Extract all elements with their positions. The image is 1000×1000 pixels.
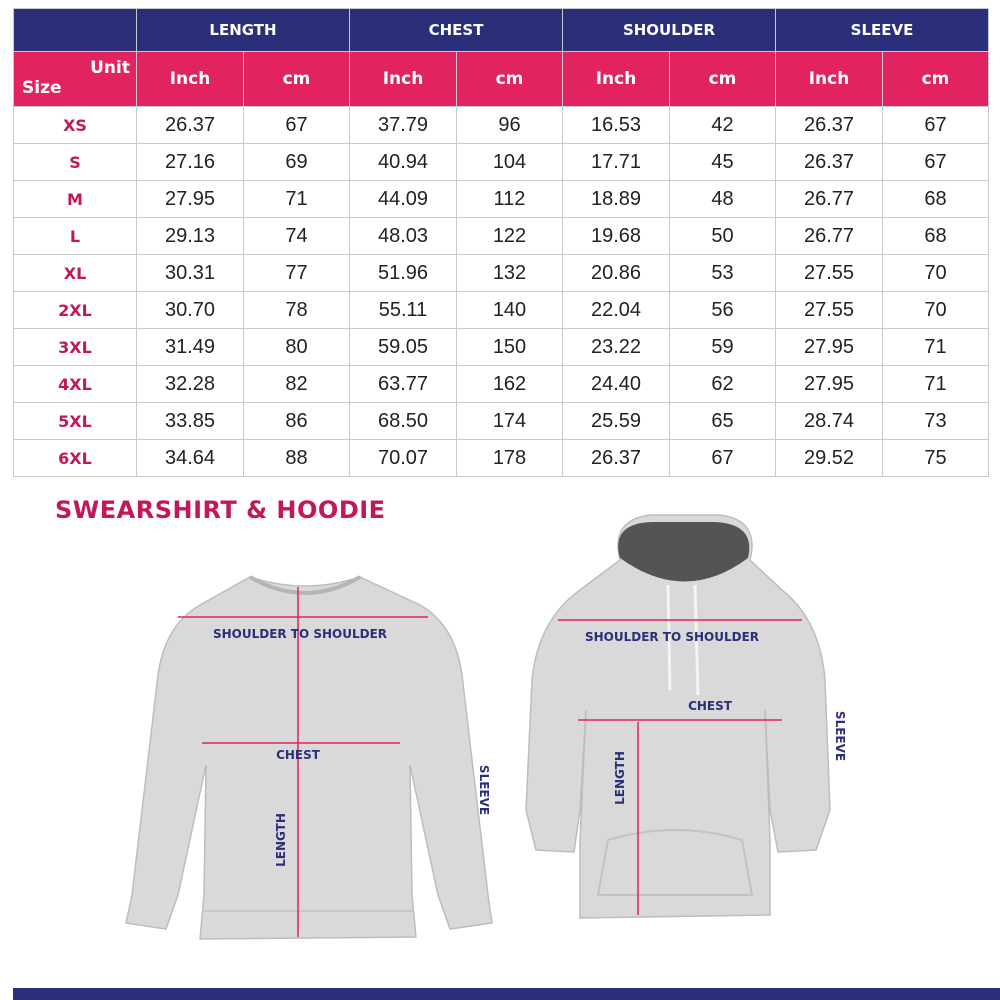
size-label: XS xyxy=(14,107,137,144)
group-header-sleeve: SLEEVE xyxy=(776,9,989,52)
measurement-cell: 32.28 xyxy=(137,366,244,403)
size-unit-corner xyxy=(14,52,137,107)
measurement-cell: 26.77 xyxy=(776,181,883,218)
measurement-cell: 78 xyxy=(244,292,350,329)
measurement-cell: 174 xyxy=(457,403,563,440)
measurement-cell: 51.96 xyxy=(350,255,457,292)
measurement-cell: 71 xyxy=(244,181,350,218)
unit-header: Inch xyxy=(776,52,883,107)
measurement-cell: 67 xyxy=(883,107,989,144)
measurement-cell: 40.94 xyxy=(350,144,457,181)
measurement-cell: 59.05 xyxy=(350,329,457,366)
unit-header: cm xyxy=(670,52,776,107)
unit-header: Inch xyxy=(137,52,244,107)
size-row xyxy=(14,366,989,403)
unit-row xyxy=(14,52,989,107)
measurement-cell: 104 xyxy=(457,144,563,181)
measurement-cell: 48.03 xyxy=(350,218,457,255)
measurement-cell: 19.68 xyxy=(563,218,670,255)
measurement-cell: 29.52 xyxy=(776,440,883,477)
measurement-cell: 162 xyxy=(457,366,563,403)
sweatshirt-illustration xyxy=(120,565,510,950)
size-row xyxy=(14,292,989,329)
measurement-group-row xyxy=(14,9,989,52)
measurement-cell: 17.71 xyxy=(563,144,670,181)
measurement-cell: 26.37 xyxy=(137,107,244,144)
section-title: SWEARSHIRT & HOODIE xyxy=(55,496,386,524)
measurement-cell: 65 xyxy=(670,403,776,440)
measurement-cell: 22.04 xyxy=(563,292,670,329)
measurement-cell: 71 xyxy=(883,329,989,366)
hoodie-shoulder-label: SHOULDER TO SHOULDER xyxy=(584,630,760,644)
size-row xyxy=(14,144,989,181)
measurement-cell: 45 xyxy=(670,144,776,181)
hoodie-chest-label: CHEST xyxy=(688,699,732,713)
measurement-cell: 30.31 xyxy=(137,255,244,292)
footer-header-bar xyxy=(13,988,1000,1000)
sweatshirt-length-label: LENGTH xyxy=(274,813,288,867)
unit-header: Inch xyxy=(350,52,457,107)
measurement-cell: 42 xyxy=(670,107,776,144)
measurement-cell: 70 xyxy=(883,292,989,329)
measurement-cell: 53 xyxy=(670,255,776,292)
unit-header: cm xyxy=(244,52,350,107)
measurement-cell: 68 xyxy=(883,218,989,255)
sweatshirt-chest-label: CHEST xyxy=(276,748,320,762)
measurement-cell: 88 xyxy=(244,440,350,477)
measurement-cell: 30.70 xyxy=(137,292,244,329)
measurement-cell: 33.85 xyxy=(137,403,244,440)
size-label: 5XL xyxy=(14,403,137,440)
measurement-cell: 34.64 xyxy=(137,440,244,477)
size-row xyxy=(14,440,989,477)
size-label: 6XL xyxy=(14,440,137,477)
measurement-cell: 31.49 xyxy=(137,329,244,366)
measurement-cell: 26.77 xyxy=(776,218,883,255)
measurement-cell: 27.55 xyxy=(776,255,883,292)
measurement-cell: 67 xyxy=(670,440,776,477)
measurement-cell: 122 xyxy=(457,218,563,255)
measurement-cell: 140 xyxy=(457,292,563,329)
size-label: 3XL xyxy=(14,329,137,366)
measurement-cell: 16.53 xyxy=(563,107,670,144)
hoodie-illustration xyxy=(520,510,850,955)
measurement-cell: 80 xyxy=(244,329,350,366)
measurement-cell: 26.37 xyxy=(563,440,670,477)
measurement-cell: 27.95 xyxy=(137,181,244,218)
measurement-cell: 112 xyxy=(457,181,563,218)
measurement-cell: 27.55 xyxy=(776,292,883,329)
measurement-cell: 69 xyxy=(244,144,350,181)
measurement-cell: 68.50 xyxy=(350,403,457,440)
measurement-cell: 29.13 xyxy=(137,218,244,255)
measurement-cell: 77 xyxy=(244,255,350,292)
measurement-cell: 82 xyxy=(244,366,350,403)
measurement-cell: 26.37 xyxy=(776,107,883,144)
measurement-cell: 24.40 xyxy=(563,366,670,403)
corner-blank xyxy=(14,9,137,52)
measurement-cell: 96 xyxy=(457,107,563,144)
size-label: 4XL xyxy=(14,366,137,403)
measurement-cell: 25.59 xyxy=(563,403,670,440)
measurement-cell: 67 xyxy=(244,107,350,144)
measurement-cell: 23.22 xyxy=(563,329,670,366)
group-header-shoulder: SHOULDER xyxy=(563,9,776,52)
measurement-cell: 44.09 xyxy=(350,181,457,218)
size-row xyxy=(14,403,989,440)
size-row xyxy=(14,107,989,144)
measurement-cell: 74 xyxy=(244,218,350,255)
measurement-cell: 27.95 xyxy=(776,329,883,366)
size-label: XL xyxy=(14,255,137,292)
size-label: M xyxy=(14,181,137,218)
size-chart-table xyxy=(13,8,989,477)
sweatshirt-shoulder-label: SHOULDER TO SHOULDER xyxy=(212,627,388,641)
group-header-length: LENGTH xyxy=(137,9,350,52)
unit-header: cm xyxy=(457,52,563,107)
group-header-chest: CHEST xyxy=(350,9,563,52)
measurement-cell: 18.89 xyxy=(563,181,670,218)
size-row xyxy=(14,255,989,292)
measurement-cell: 73 xyxy=(883,403,989,440)
measurement-cell: 28.74 xyxy=(776,403,883,440)
measurement-cell: 178 xyxy=(457,440,563,477)
size-row xyxy=(14,329,989,366)
measurement-cell: 37.79 xyxy=(350,107,457,144)
measurement-cell: 132 xyxy=(457,255,563,292)
measurement-cell: 55.11 xyxy=(350,292,457,329)
hoodie-length-label: LENGTH xyxy=(613,751,627,805)
unit-header: Inch xyxy=(563,52,670,107)
measurement-cell: 70.07 xyxy=(350,440,457,477)
measurement-cell: 68 xyxy=(883,181,989,218)
measurement-cell: 71 xyxy=(883,366,989,403)
size-label: L xyxy=(14,218,137,255)
measurement-cell: 67 xyxy=(883,144,989,181)
measurement-cell: 63.77 xyxy=(350,366,457,403)
measurement-cell: 86 xyxy=(244,403,350,440)
measurement-cell: 48 xyxy=(670,181,776,218)
size-label: 2XL xyxy=(14,292,137,329)
sweatshirt-sleeve-label: SLEEVE xyxy=(477,764,491,816)
measurement-cell: 56 xyxy=(670,292,776,329)
unit-header: cm xyxy=(883,52,989,107)
size-row xyxy=(14,218,989,255)
measurement-cell: 70 xyxy=(883,255,989,292)
measurement-cell: 50 xyxy=(670,218,776,255)
measurement-cell: 26.37 xyxy=(776,144,883,181)
measurement-cell: 27.95 xyxy=(776,366,883,403)
measurement-cell: 150 xyxy=(457,329,563,366)
measurement-cell: 75 xyxy=(883,440,989,477)
size-label: S xyxy=(14,144,137,181)
measurement-cell: 59 xyxy=(670,329,776,366)
measurement-cell: 62 xyxy=(670,366,776,403)
corner-unit-label: Unit xyxy=(90,58,130,78)
hoodie-sleeve-label: SLEEVE xyxy=(833,710,847,762)
measurement-cell: 27.16 xyxy=(137,144,244,181)
corner-size-label: Size xyxy=(22,78,62,98)
measurement-cell: 20.86 xyxy=(563,255,670,292)
size-rows xyxy=(14,107,989,477)
size-row xyxy=(14,181,989,218)
